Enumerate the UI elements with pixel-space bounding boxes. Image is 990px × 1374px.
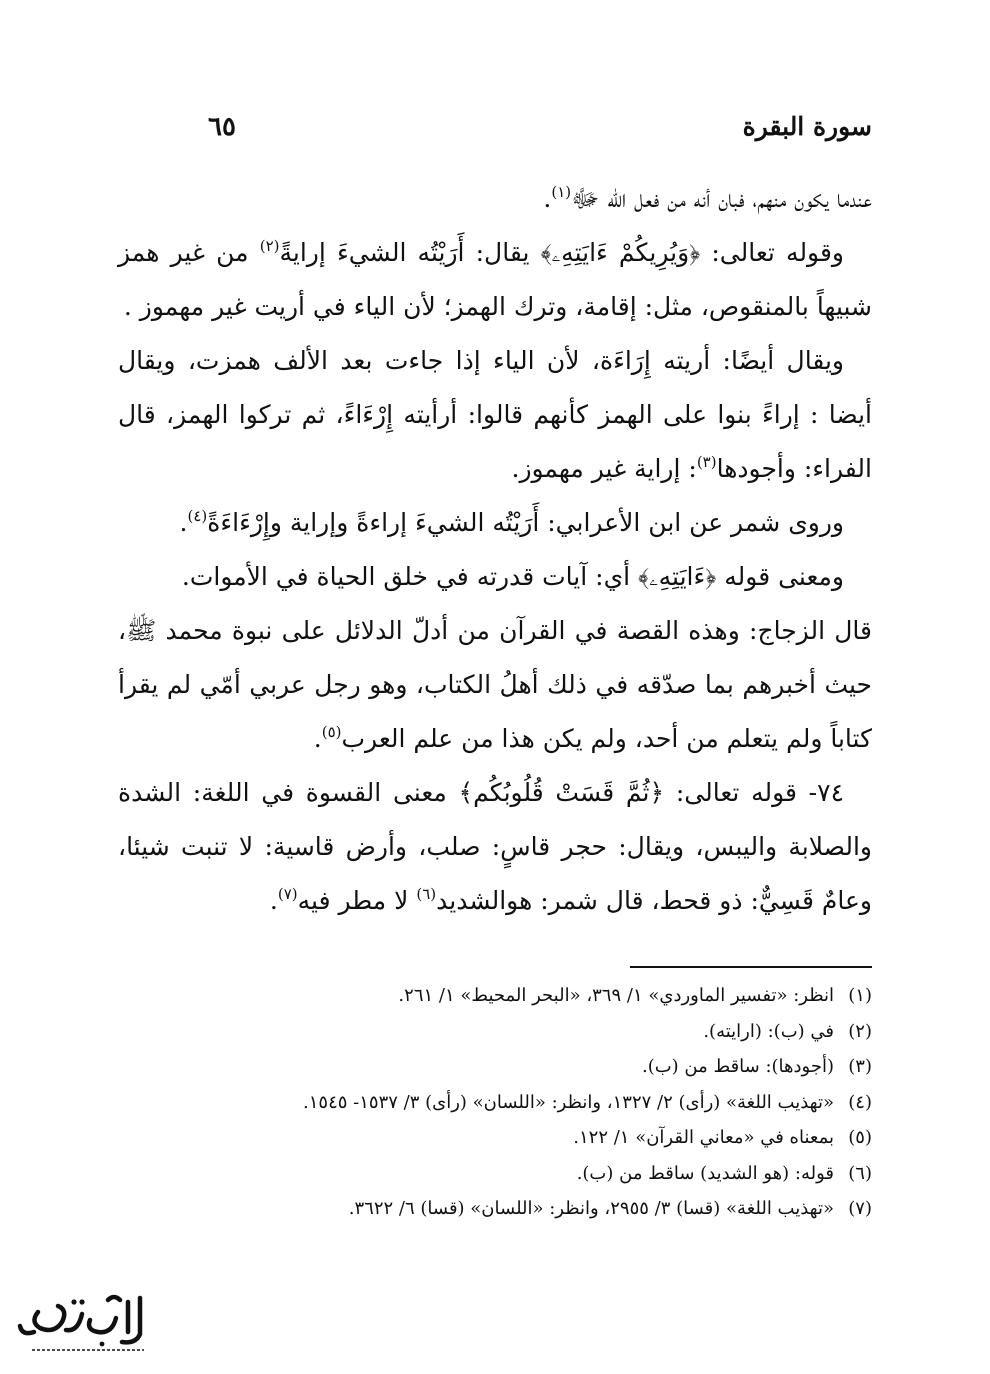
footnote-text: في (ب): (ارايته). xyxy=(703,1020,834,1042)
text-run: ومعنى قوله xyxy=(716,562,844,591)
footnote-ref: (٢) xyxy=(259,237,280,255)
page-header xyxy=(160,112,872,146)
footnote-text: قوله: (هو الشديد) ساقط من (ب). xyxy=(576,1162,834,1184)
paragraph xyxy=(118,334,872,496)
paragraph xyxy=(118,550,872,604)
footnote-text: «تهذيب اللغة» (رأى) ٢/ ١٣٢٧، وانظر: «اللسان» (رأى) ٣/ ١٥٣٧- ١٥٤٥. xyxy=(303,1091,834,1113)
text-run: . xyxy=(313,724,322,753)
footnote-number: (٢) xyxy=(848,1020,872,1042)
footnote-text: (أجودها): ساقط من (ب). xyxy=(641,1056,834,1077)
footnote-ref: (١) xyxy=(551,183,572,201)
text-run: وروى شمر عن ابن الأعرابي: أَرَيْتُه الشيءَ إراءةً وإراية وإِرْءَاءَةً xyxy=(207,508,844,537)
text-run: من غير همز شبيهاً بالمنقوص، مثل: إقامة، وترك الهمز؛ لأن الياء في أريت غير مهموز . xyxy=(118,238,872,321)
footnote-text: بمعناه في «معاني القرآن» ١/ ١٢٢. xyxy=(573,1127,834,1148)
footnote-number: (٧) xyxy=(848,1198,872,1219)
footnote-number: (٦) xyxy=(848,1162,872,1184)
text-run: أي: آيات قدرته في خلق الحياة في الأموات. xyxy=(181,562,639,591)
text-run: معنى القسوة في اللغة: الشدة والصلابة واليبس، ويقال: حجر قاسٍ: صلب، وأرض قاسية: لا تنبت شيئا، وعامٌ قَسِيٌّ: ذو قحط، قال شمر: هوالشديد xyxy=(118,778,872,915)
footnote-ref: (٦) xyxy=(416,885,437,903)
text-run: وقوله تعالى: xyxy=(700,238,844,267)
footnote-ref: (٥) xyxy=(321,723,342,741)
footnote xyxy=(112,1049,872,1085)
footnote-divider xyxy=(630,966,872,968)
paragraph xyxy=(118,226,872,334)
almoshkat-logo-icon xyxy=(12,1288,162,1358)
footnote-number: (٤) xyxy=(848,1091,872,1113)
footnote xyxy=(112,1014,872,1050)
footnote-number: (٥) xyxy=(848,1127,872,1148)
paragraph xyxy=(118,604,872,766)
paragraph xyxy=(118,766,872,928)
page-number: ٦٥ xyxy=(208,112,236,142)
footnote xyxy=(112,1120,872,1156)
text-run: لا مطر فيه xyxy=(297,886,417,915)
footnote-number: (٣) xyxy=(848,1056,872,1077)
footnote-ref: (٤) xyxy=(187,507,208,525)
text-run: يقال: أَرَيْتُه الشيءَ إرايةً xyxy=(279,238,541,267)
footnote-ref: (٧) xyxy=(277,885,298,903)
surah-title: سورة البقرة xyxy=(742,112,872,141)
footnote xyxy=(112,1156,872,1192)
main-text xyxy=(118,172,872,928)
footnotes xyxy=(112,978,872,1227)
text-run: . xyxy=(543,184,552,213)
footnote-text: انظر: «تفسير الماوردي» ١/ ٣٦٩، «البحر المحيط» ١/ ٢٦١. xyxy=(398,985,834,1006)
text-run: قال الزجاج: وهذه القصة في القرآن من أدلّ الدلائل على نبوة محمد ﷺ، حيث أخبرهم بما صدّقه في ذلك أهلُ الكتاب، وهو رجل عربي أمّي لم يقرأ كتاباً ولم يتعلم من أحد، ولم يكن هذا من علم العرب xyxy=(118,616,872,753)
text-run: . xyxy=(269,886,278,915)
text-run: ويقال أيضًا: أريته إِرَاءَة، لأن الياء إذا جاءت بعد الألف همزت، ويقال أيضا : إراءً بنوا على الهمز كأنهم قالوا: أرأيته إِرْءَاءً، ثم تركوا الهمز، قال الفراء: وأجودها xyxy=(118,346,872,483)
footnote-text: «تهذيب اللغة» (قسا) ٣/ ٢٩٥٥، وانظر: «اللسان» (قسا) ٦/ ٣٦٢٢. xyxy=(348,1198,834,1219)
quran-quote: ﴿ءَايَتِهِۦ﴾ xyxy=(638,562,717,591)
text-run: ٧٤- قوله تعالى: xyxy=(664,778,844,807)
footnote-ref: (٣) xyxy=(696,453,717,471)
footnote xyxy=(112,978,872,1014)
paragraph xyxy=(118,172,872,226)
quran-quote: ﴿ثُمَّ قَسَتْ قُلُوبُكُم﴾ xyxy=(458,778,665,807)
footnote-number: (١) xyxy=(848,985,872,1006)
footnote xyxy=(112,1191,872,1227)
text-run: : إراية غير مهموز. xyxy=(511,454,697,483)
quran-quote: ﴿وَيُرِيكُمْ ءَايَتِهِۦ﴾ xyxy=(540,238,701,267)
text-run: عندما يكون منهم، فبان أنه من فعل الله ﷻ xyxy=(571,184,872,213)
footnote xyxy=(112,1085,872,1121)
paragraph xyxy=(118,496,872,550)
text-run: . xyxy=(179,508,188,537)
